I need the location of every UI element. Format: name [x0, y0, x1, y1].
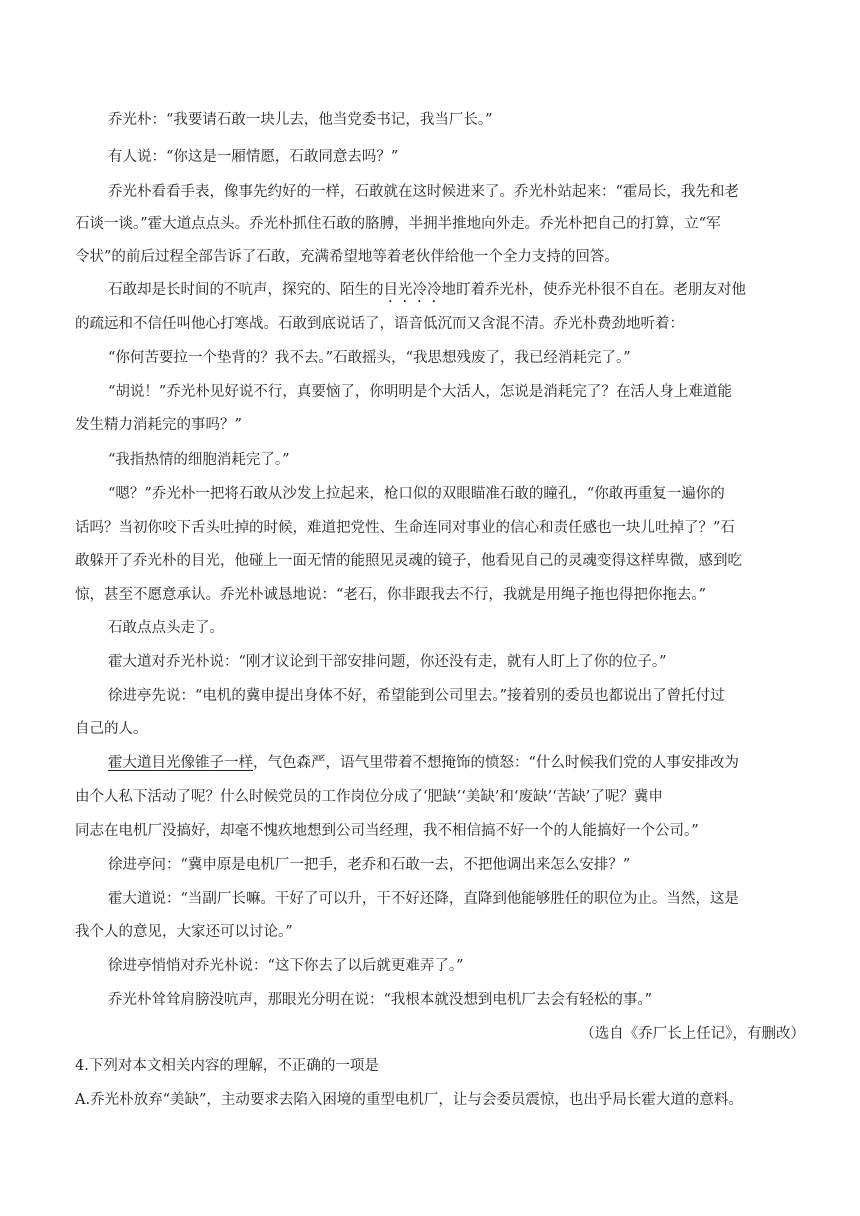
text-line: “我指热情的细胞消耗完了。” [108, 452, 290, 468]
text-line: 石谈一谈。”霍大道点点头。乔光朴抓住石敢的胳膊，半拥半推地向外走。乔光朴把自己的打算，立“军 [75, 216, 721, 232]
text-line [108, 280, 746, 306]
text-line: 徐进亭先说：“电机的冀申提出身体不好，希望能到公司里去。”接着别的委员也都说出了曾托付过 [108, 688, 725, 704]
text-segment: 地盯着乔光朴，使乔光朴很不自在。老朋友对他 [441, 282, 746, 298]
text-line: 有人说：“你这是一厢情愿，石敢同意去吗？” [108, 149, 399, 165]
text-line: 话吗？当初你咬下舌头吐掉的时候，难道把党性、生命连同对事业的信心和责任感也一块儿吐掉了？”石 [75, 520, 735, 536]
text-line: 霍大道对乔光朴说：“刚才议论到干部安排问题，你还没有走，就有人盯上了你的位子。” [108, 654, 667, 670]
text-line: 我个人的意见，大家还可以讨论。” [75, 924, 293, 940]
text-line: 徐进亭悄悄对乔光朴说：“这下你去了以后就更难弄了。” [108, 958, 464, 974]
text-line: “你何苦要拉一个垫背的？我不去。”石敢摇头，“我思想残废了，我已经消耗完了。” [108, 350, 631, 366]
question-stem: 4.下列对本文相关内容的理解，不正确的一项是 [75, 1058, 379, 1074]
text-segment: 石敢却是长时间的不吭声，探究的、陌生的 [108, 282, 384, 298]
text-line [108, 753, 739, 773]
text-segment: ，气色森严，语气里带着不想掩饰的愤怒：“什么时候我们党的人事安排改为 [253, 755, 739, 771]
text-line: 乔光朴：“我要请石敢一块儿去，他当党委书记，我当厂长。” [108, 112, 493, 128]
text-line: 令状”的前后过程全部告诉了石敢，充满希望地等着老伙伴给他一个全力支持的回答。 [75, 249, 619, 265]
text-line: 敢躲开了乔光朴的目光，他碰上一面无情的能照见灵魂的镜子，他看见自己的灵魂变得这样卑微，感到吃 [75, 553, 742, 569]
text-line: 同志在电机厂没搞好，却毫不愧疚地想到公司当经理，我不相信搞不好一个的人能搞好一个公司。” [75, 823, 699, 839]
text-line: 自己的人。 [75, 721, 148, 737]
text-line: 乔光朴耸耸肩膀没吭声，那眼光分明在说：“我根本就没想到电机厂去会有轻松的事。” [108, 992, 653, 1008]
emphasized-phrase: 目光冷冷 [383, 282, 442, 298]
text-line: 石敢点点头走了。 [108, 620, 224, 636]
source-citation: （选自《乔厂长上任记》，有删改） [580, 1026, 805, 1042]
text-line: 惊，甚至不愿意承认。乔光朴诚恳地说：“老石，你非跟我去不行，我就是用绳子拖也得把你拖去。” [75, 587, 707, 603]
option-a: A.乔光朴放弃“美缺”，主动要求去陷入困境的重型电机厂，让与会委员震惊，也出乎局长霍大道的意料。 [75, 1092, 743, 1108]
text-line: 发生精力消耗完的事吗？” [75, 417, 242, 433]
text-line: 霍大道说：“当副厂长嘛。干好了可以升，干不好还降，直降到他能够胜任的职位为止。当然，这是 [108, 891, 739, 907]
text-line: “胡说！”乔光朴见好说不行，真要恼了，你明明是个大活人，怎说是消耗完了？在活人身上难道能 [108, 384, 732, 400]
text-line: 徐进亭问：“冀申原是电机厂一把手，老乔和石敢一去，不把他调出来怎么安排？” [108, 857, 631, 873]
text-line: 由个人私下活动了呢？什么时候党员的工作岗位分成了‘肥缺’‘美缺’和‘废缺’‘苦缺’了呢？冀申 [75, 789, 663, 805]
underlined-phrase: 霍大道目光像锥子一样 [108, 755, 253, 771]
text-line: “嗯？”乔光朴一把将石敢从沙发上拉起来，枪口似的双眼瞄准石敢的瞳孔，“你敢再重复一遍你的 [108, 486, 725, 502]
text-line: 乔光朴看看手表，像事先约好的一样，石敢就在这时候进来了。乔光朴站起来：“霍局长，我先和老 [108, 184, 739, 200]
text-line: 的疏远和不信任叫他心打寒战。石敢到底说话了，语音低沉而又含混不清。乔光朴费劲地听着： [75, 316, 684, 332]
